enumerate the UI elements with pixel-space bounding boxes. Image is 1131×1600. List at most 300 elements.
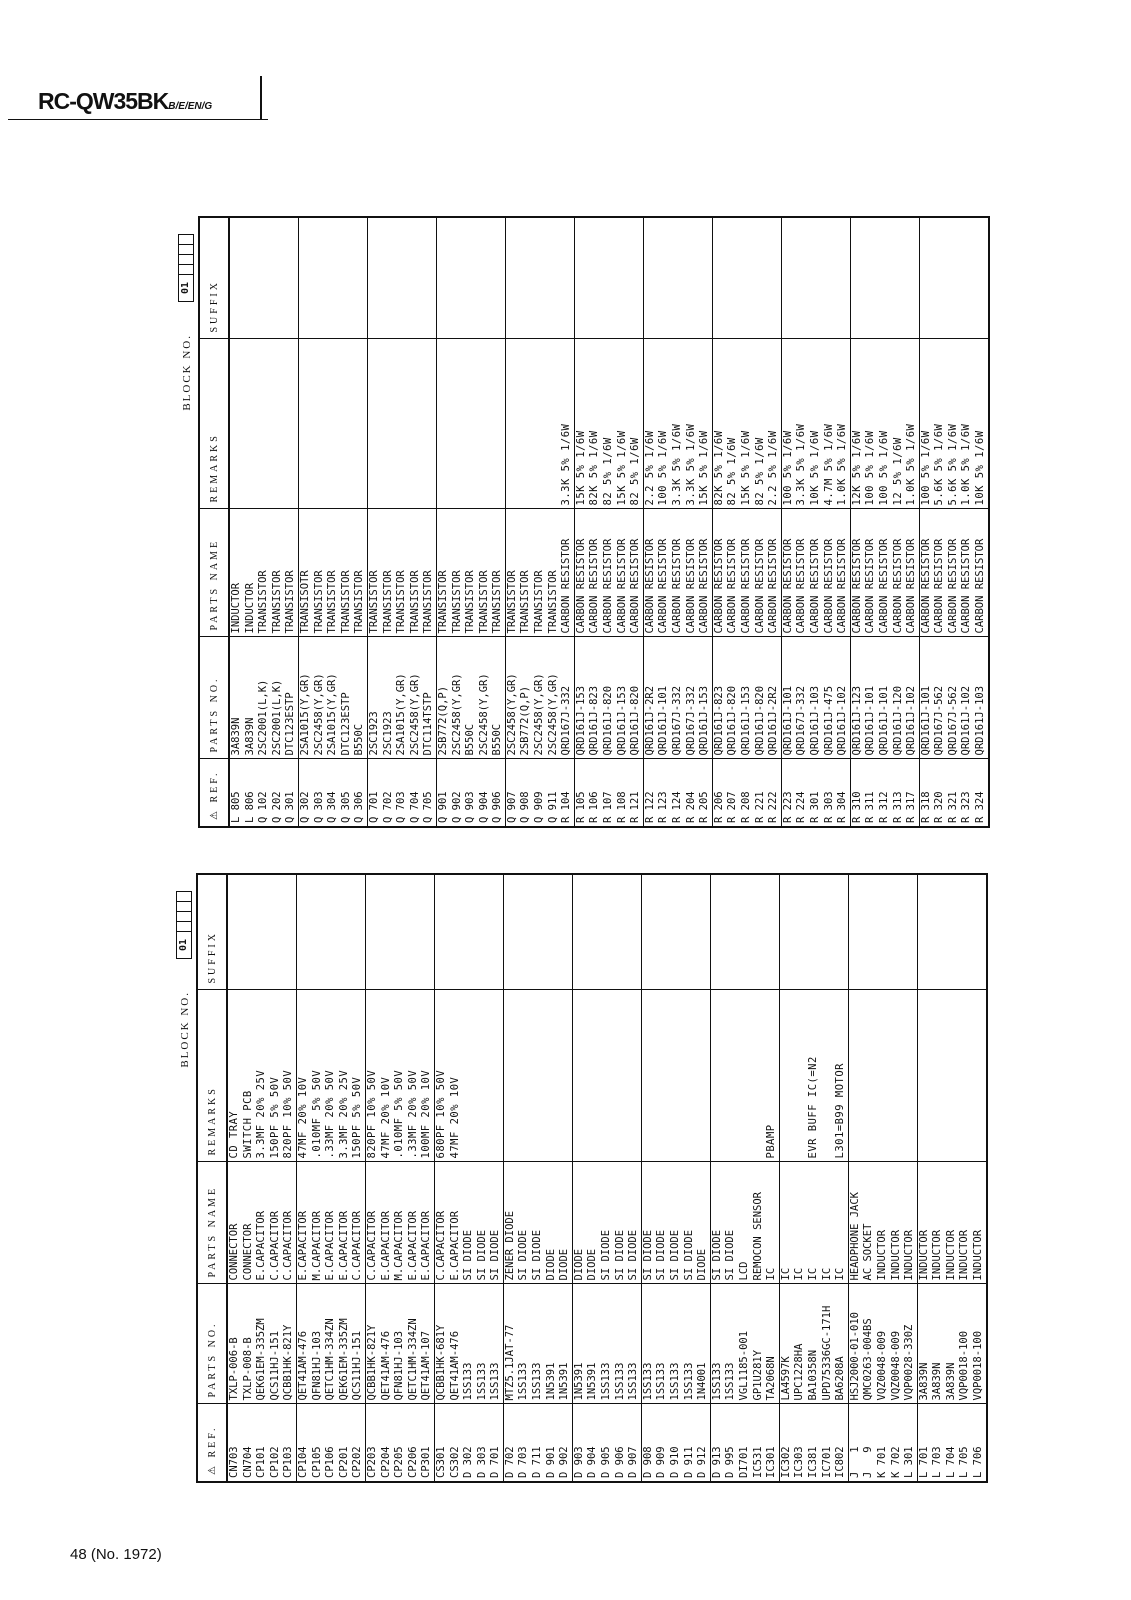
cell-ref: J 1 [848, 1404, 862, 1482]
cell-parts-name: CARBON RESISTOR [740, 509, 754, 637]
table-row [903, 874, 917, 1482]
cell-parts-name: SI DIODE [724, 1162, 738, 1284]
table-row [491, 217, 505, 827]
cell-parts-name: TRANSISTOR [491, 509, 505, 637]
cell-ref: R 108 [616, 759, 630, 827]
table-row [367, 217, 381, 827]
cell-ref: D 909 [655, 1404, 669, 1482]
block-label: BLOCK NO. [181, 334, 193, 411]
table-row [657, 217, 671, 827]
table-row [257, 217, 271, 827]
cell-ref: D 904 [586, 1404, 600, 1482]
table-row [284, 217, 298, 827]
cell-parts-name: CARBON RESISTOR [588, 509, 602, 637]
cell-parts-no: BA10358N [807, 1284, 821, 1404]
table-row [834, 874, 848, 1482]
cell-suffix [862, 874, 876, 990]
cell-suffix [572, 874, 586, 990]
cell-remarks: 47MF 20% 10V [380, 990, 394, 1162]
cell-remarks [669, 990, 683, 1162]
block-number-boxes [178, 234, 194, 301]
cell-parts-no: QRD161J-2R2 [767, 637, 781, 759]
table-row [505, 217, 519, 827]
table-row [947, 217, 961, 827]
table-row [545, 874, 559, 1482]
cell-parts-name: IC [807, 1162, 821, 1284]
cell-ref: Q 906 [491, 759, 505, 827]
cell-parts-name: REMOCON SENSOR [752, 1162, 766, 1284]
cell-parts-no: QET41AM-476 [380, 1284, 394, 1404]
cell-remarks: 82K 5% 1/6W [588, 339, 602, 509]
table-row [395, 217, 409, 827]
col-suffix: SUFFIX [199, 217, 229, 339]
cell-remarks: 5.6K 5% 1/6W [933, 339, 947, 509]
table-row [779, 874, 793, 1482]
table-row [850, 217, 864, 827]
cell-ref: D 711 [531, 1404, 545, 1482]
cell-suffix [271, 217, 285, 339]
cell-parts-no: B550C [464, 637, 478, 759]
table-row [724, 874, 738, 1482]
table-row [464, 217, 478, 827]
cell-parts-no: 3A839N [931, 1284, 945, 1404]
cell-suffix [698, 217, 712, 339]
table-row [629, 217, 643, 827]
cell-remarks [862, 990, 876, 1162]
cell-suffix [422, 217, 436, 339]
table-row [476, 874, 490, 1482]
cell-ref: R 301 [809, 759, 823, 827]
cell-remarks: 820PF 10% 50V [365, 990, 379, 1162]
table-row [519, 217, 533, 827]
cell-ref: CP102 [269, 1404, 283, 1482]
cell-parts-name: SI DIODE [531, 1162, 545, 1284]
cell-parts-no: 2SC1923 [382, 637, 396, 759]
cell-remarks: EVR BUFF IC(=N2 [807, 990, 821, 1162]
cell-ref: R 323 [960, 759, 974, 827]
cell-parts-name: ZENER DIODE [503, 1162, 517, 1284]
cell-suffix [850, 217, 864, 339]
table-row [602, 217, 616, 827]
cell-ref: D 908 [641, 1404, 655, 1482]
cell-parts-no: QRD161J-2R2 [643, 637, 657, 759]
cell-suffix [353, 217, 367, 339]
cell-remarks: 15K 5% 1/6W [698, 339, 712, 509]
cell-parts-name: INDUCTOR [876, 1162, 890, 1284]
cell-ref: R 313 [892, 759, 906, 827]
cell-parts-name: CARBON RESISTOR [629, 509, 643, 637]
table-row [407, 874, 421, 1482]
table-row [781, 217, 795, 827]
cell-ref: CP301 [420, 1404, 434, 1482]
cell-parts-name: E.CAPACITOR [324, 1162, 338, 1284]
table-row [919, 217, 933, 827]
cell-suffix [972, 874, 987, 990]
cell-ref: Q 903 [464, 759, 478, 827]
cell-ref: Q 302 [298, 759, 312, 827]
cell-remarks: 82 5% 1/6W [629, 339, 643, 509]
cell-parts-no: VGL1185-001 [738, 1284, 752, 1404]
cell-suffix [669, 874, 683, 990]
cell-remarks [395, 339, 409, 509]
cell-remarks: 100 5% 1/6W [864, 339, 878, 509]
cell-parts-name: DIODE [586, 1162, 600, 1284]
cell-ref: R 104 [560, 759, 574, 827]
cell-parts-no: 1SS133 [462, 1284, 476, 1404]
cell-parts-name: TRANSISTOR [313, 509, 327, 637]
table-row [809, 217, 823, 827]
cell-parts-no: QEK61EM-335ZM [338, 1284, 352, 1404]
cell-suffix [917, 874, 931, 990]
cell-suffix [657, 217, 671, 339]
cell-ref: R 121 [629, 759, 643, 827]
cell-suffix [752, 874, 766, 990]
cell-ref: Q 306 [353, 759, 367, 827]
cell-parts-no: VQP0028-330Z [903, 1284, 917, 1404]
cell-remarks: 100 5% 1/6W [919, 339, 933, 509]
cell-remarks [382, 339, 396, 509]
table-row [876, 874, 890, 1482]
cell-parts-name: SI DIODE [476, 1162, 490, 1284]
cell-parts-name: TRANSISTOR [533, 509, 547, 637]
cell-ref: CS302 [449, 1404, 463, 1482]
table-row [282, 874, 296, 1482]
cell-parts-no: 3A839N [917, 1284, 931, 1404]
cell-parts-no: DTC123ESTP [284, 637, 298, 759]
cell-ref: D 907 [627, 1404, 641, 1482]
cell-parts-name: CARBON RESISTOR [809, 509, 823, 637]
cell-parts-no: QRD161J-101 [919, 637, 933, 759]
col-remarks: REMARKS [197, 990, 227, 1162]
cell-remarks [533, 339, 547, 509]
cell-suffix [462, 874, 476, 990]
table-row [848, 874, 862, 1482]
cell-parts-name: CARBON RESISTOR [850, 509, 864, 637]
cell-remarks [752, 990, 766, 1162]
table-row [931, 874, 945, 1482]
cell-ref: D 701 [489, 1404, 503, 1482]
cell-ref: Q 907 [505, 759, 519, 827]
table-row [244, 217, 258, 827]
cell-parts-name: E.CAPACITOR [420, 1162, 434, 1284]
cell-remarks [738, 990, 752, 1162]
cell-ref: CP204 [380, 1404, 394, 1482]
table-row [313, 217, 327, 827]
table-row [326, 217, 340, 827]
cell-parts-name: E.CAPACITOR [338, 1162, 352, 1284]
cell-remarks [326, 339, 340, 509]
cell-parts-name: E.CAPACITOR [380, 1162, 394, 1284]
cell-parts-name: CARBON RESISTOR [974, 509, 989, 637]
cell-suffix [974, 217, 989, 339]
cell-suffix [558, 874, 572, 990]
cell-remarks: 680PF 10% 50V [434, 990, 448, 1162]
cell-ref: R 208 [740, 759, 754, 827]
cell-suffix [710, 874, 724, 990]
cell-parts-no: BA6208A [834, 1284, 848, 1404]
table-row [683, 874, 697, 1482]
cell-suffix [823, 217, 837, 339]
cell-ref: Q 701 [367, 759, 381, 827]
cell-suffix [311, 874, 325, 990]
col-remarks: REMARKS [199, 339, 229, 509]
cell-suffix [683, 874, 697, 990]
col-ref: ⚠ REF. [197, 1404, 227, 1482]
cell-parts-name: IC [821, 1162, 835, 1284]
cell-parts-name: CARBON RESISTOR [560, 509, 574, 637]
cell-parts-name: SI DIODE [614, 1162, 628, 1284]
cell-suffix [627, 874, 641, 990]
cell-remarks: 100MF 20% 10V [420, 990, 434, 1162]
cell-parts-no: QFN81HJ-103 [393, 1284, 407, 1404]
cell-parts-name: TRANSISTOR [505, 509, 519, 637]
cell-parts-name: DIODE [572, 1162, 586, 1284]
cell-remarks [724, 990, 738, 1162]
cell-remarks [683, 990, 697, 1162]
cell-remarks [519, 339, 533, 509]
cell-remarks [491, 339, 505, 509]
cell-parts-no: VQP0018-100 [958, 1284, 972, 1404]
table-row [338, 874, 352, 1482]
table-row [823, 217, 837, 827]
cell-parts-no: VQP0018-100 [972, 1284, 987, 1404]
cell-parts-name: CARBON RESISTOR [602, 509, 616, 637]
cell-remarks: CD TRAY [227, 990, 242, 1162]
cell-suffix [489, 874, 503, 990]
table-row [588, 217, 602, 827]
cell-suffix [876, 874, 890, 990]
cell-ref: Q 904 [478, 759, 492, 827]
cell-suffix [671, 217, 685, 339]
cell-ref: CP101 [255, 1404, 269, 1482]
cell-suffix [724, 874, 738, 990]
cell-parts-no: B550C [491, 637, 505, 759]
table-row [821, 874, 835, 1482]
cell-suffix [945, 874, 959, 990]
col-parts-name: PARTS NAME [197, 1162, 227, 1284]
cell-parts-no: 1N4001 [696, 1284, 710, 1404]
cell-parts-name: INDUCTOR [890, 1162, 904, 1284]
cell-parts-name: TRANSISOTR [298, 509, 312, 637]
cell-ref: D 911 [683, 1404, 697, 1482]
table-row [324, 874, 338, 1482]
cell-ref: IC531 [752, 1404, 766, 1482]
cell-suffix [519, 217, 533, 339]
table-row [627, 874, 641, 1482]
table-row [380, 874, 394, 1482]
cell-parts-no: 1SS133 [683, 1284, 697, 1404]
cell-ref: Q 901 [436, 759, 450, 827]
cell-ref: L 704 [945, 1404, 959, 1482]
cell-parts-name: INDUCTOR [229, 509, 244, 637]
cell-parts-name: C.CAPACITOR [269, 1162, 283, 1284]
cell-ref: J 9 [862, 1404, 876, 1482]
table-row [422, 217, 436, 827]
table-row [726, 217, 740, 827]
cell-parts-name: CARBON RESISTOR [671, 509, 685, 637]
cell-parts-name: TRANSISTOR [353, 509, 367, 637]
cell-parts-name: SI DIODE [627, 1162, 641, 1284]
cell-parts-no: QET41AM-107 [420, 1284, 434, 1404]
cell-remarks: 820PF 10% 50V [282, 990, 296, 1162]
table-row [685, 217, 699, 827]
cell-ref: IC301 [765, 1404, 779, 1482]
cell-suffix [836, 217, 850, 339]
cell-remarks: 12 5% 1/6W [892, 339, 906, 509]
table-row [503, 874, 517, 1482]
table-header-row [199, 217, 229, 827]
cell-remarks: 2.2 5% 1/6W [767, 339, 781, 509]
warning-icon: ⚠ [208, 808, 220, 820]
cell-suffix [367, 217, 381, 339]
cell-parts-no: QRD161J-101 [781, 637, 795, 759]
cell-ref: D 905 [600, 1404, 614, 1482]
table-row [478, 217, 492, 827]
cell-suffix [229, 217, 244, 339]
cell-remarks [545, 990, 559, 1162]
cell-parts-name: INDUCTOR [972, 1162, 987, 1284]
cell-remarks: 100 5% 1/6W [657, 339, 671, 509]
table-row [765, 874, 779, 1482]
cell-suffix [892, 217, 906, 339]
cell-suffix [754, 217, 768, 339]
cell-remarks [972, 990, 987, 1162]
cell-remarks: PBAMP [765, 990, 779, 1162]
cell-suffix [545, 874, 559, 990]
cell-parts-no: 3A839N [244, 637, 258, 759]
table-header-row [197, 874, 227, 1482]
block-number-line [172, 216, 198, 828]
cell-remarks: 82 5% 1/6W [602, 339, 616, 509]
cell-remarks: .010MF 5% 50V [311, 990, 325, 1162]
cell-ref: IC381 [807, 1404, 821, 1482]
table-row [892, 217, 906, 827]
cell-ref: IC303 [793, 1404, 807, 1482]
cell-parts-name: CARBON RESISTOR [864, 509, 878, 637]
cell-remarks [517, 990, 531, 1162]
cell-suffix [821, 874, 835, 990]
cell-remarks: 3.3K 5% 1/6W [671, 339, 685, 509]
cell-parts-name: INDUCTOR [931, 1162, 945, 1284]
cell-suffix [740, 217, 754, 339]
cell-ref: R 124 [671, 759, 685, 827]
cell-parts-name: DIODE [696, 1162, 710, 1284]
parts-table [196, 873, 988, 1483]
cell-remarks [422, 339, 436, 509]
cell-suffix [600, 874, 614, 990]
cell-remarks [257, 339, 271, 509]
cell-parts-name: TRANSISTOR [395, 509, 409, 637]
cell-ref: R 317 [905, 759, 919, 827]
table-row [420, 874, 434, 1482]
cell-remarks [600, 990, 614, 1162]
cell-suffix [269, 874, 283, 990]
cell-parts-name: CONNECTOR [242, 1162, 256, 1284]
cell-parts-no: QRD167J-562 [947, 637, 961, 759]
cell-remarks: .010MF 5% 50V [393, 990, 407, 1162]
table-row [616, 217, 630, 827]
parts-table [198, 216, 990, 828]
cell-parts-name: M.CAPACITOR [311, 1162, 325, 1284]
cell-suffix [834, 874, 848, 990]
cell-ref: CP201 [338, 1404, 352, 1482]
cell-remarks: 10K 5% 1/6W [809, 339, 823, 509]
cell-parts-name: TRANSISTOR [271, 509, 285, 637]
cell-parts-no: QCBB1HK-821Y [282, 1284, 296, 1404]
table-row [712, 217, 726, 827]
table-row [227, 874, 242, 1482]
cell-suffix [643, 217, 657, 339]
cell-parts-no: QRD161J-102 [960, 637, 974, 759]
cell-ref: R 303 [823, 759, 837, 827]
cell-parts-no: 2SA1015(Y,GR) [298, 637, 312, 759]
cell-ref: R 207 [726, 759, 740, 827]
cell-suffix [298, 217, 312, 339]
cell-parts-name: TRANSISTOR [436, 509, 450, 637]
cell-remarks [945, 990, 959, 1162]
cell-parts-no: 1N5391 [558, 1284, 572, 1404]
cell-parts-no: 1SS133 [600, 1284, 614, 1404]
cell-parts-name: CARBON RESISTOR [878, 509, 892, 637]
table-row [655, 874, 669, 1482]
cell-parts-no: QCBB1HK-681Y [434, 1284, 448, 1404]
cell-parts-name: E.CAPACITOR [255, 1162, 269, 1284]
cell-remarks [464, 339, 478, 509]
table-row [905, 217, 919, 827]
cell-parts-no: 2SA1015(Y,GR) [395, 637, 409, 759]
col-parts-no: PARTS NO. [199, 637, 229, 759]
cell-parts-no: 2SC2001(L,K) [271, 637, 285, 759]
cell-ref: IC701 [821, 1404, 835, 1482]
cell-suffix [958, 874, 972, 990]
cell-suffix [340, 217, 354, 339]
cell-remarks: .33MF 20% 50V [324, 990, 338, 1162]
cell-remarks: 3.3MF 20% 25V [255, 990, 269, 1162]
cell-parts-no: QRD161J-823 [588, 637, 602, 759]
table-row [917, 874, 931, 1482]
cell-parts-name: SI DIODE [489, 1162, 503, 1284]
cell-parts-no: TXLP-008-B [242, 1284, 256, 1404]
cell-parts-name: DIODE [545, 1162, 559, 1284]
cell-remarks [503, 990, 517, 1162]
cell-parts-no: 2SC2458(Y,GR) [547, 637, 561, 759]
cell-ref: L 703 [931, 1404, 945, 1482]
cell-suffix [434, 874, 448, 990]
cell-parts-no: 1SS133 [517, 1284, 531, 1404]
cell-remarks: 82 5% 1/6W [726, 339, 740, 509]
cell-remarks [917, 990, 931, 1162]
cell-parts-name: TRANSISTOR [409, 509, 423, 637]
cell-parts-no: QRD161J-820 [629, 637, 643, 759]
table-row [574, 217, 588, 827]
cell-suffix [795, 217, 809, 339]
cell-ref: CN703 [227, 1404, 242, 1482]
cell-parts-no: MTZ5.1JAT-77 [503, 1284, 517, 1404]
col-ref: ⚠ REF. [199, 759, 229, 827]
cell-suffix [864, 217, 878, 339]
cell-suffix [738, 874, 752, 990]
cell-suffix [586, 874, 600, 990]
table-row [671, 217, 685, 827]
table-row [353, 217, 367, 827]
cell-parts-no: QETC1HM-334ZN [407, 1284, 421, 1404]
table-row [382, 217, 396, 827]
table-row [795, 217, 809, 827]
cell-parts-no: QRD167J-332 [671, 637, 685, 759]
cell-ref: Q 908 [519, 759, 533, 827]
cell-parts-no: 1SS133 [655, 1284, 669, 1404]
cell-remarks [478, 339, 492, 509]
